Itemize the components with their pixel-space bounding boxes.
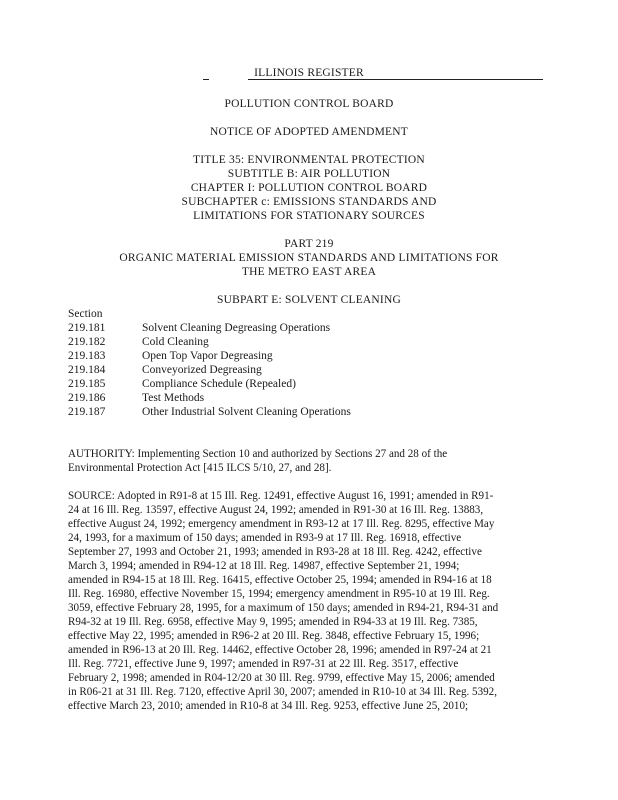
authority-line: AUTHORITY: Implementing Section 10 and authorized by Sections 27 and 28 of the xyxy=(68,448,448,460)
section-number: 219.183 xyxy=(68,350,106,362)
source-line: in R06-21 at 31 Ill. Reg. 7120, effective April 30, 2007; amended in R10-10 at 34 Ill. Reg. 5392, xyxy=(68,686,497,698)
source-line: effective March 23, 2010; amended in R10-8 at 34 Ill. Reg. 9253, effective June 25, 2010; xyxy=(68,700,469,712)
source-line: September 27, 1993 and October 21, 1993; amended in R93-28 at 18 Ill. Reg. 4242, effective xyxy=(68,546,482,558)
subchapter-heading-line-2: LIMITATIONS FOR STATIONARY SOURCES xyxy=(193,210,425,222)
chapter-heading: CHAPTER I: POLLUTION CONTROL BOARD xyxy=(190,182,428,194)
section-label: Section xyxy=(68,308,103,320)
section-title: Test Methods xyxy=(142,392,205,404)
header-rule xyxy=(248,79,543,80)
section-title: Compliance Schedule (Repealed) xyxy=(142,378,296,390)
section-number: 219.182 xyxy=(68,336,106,348)
source-line: effective August 24, 1992; emergency amendment in R93-12 at 17 Ill. Reg. 8295, effective May xyxy=(68,518,495,530)
source-line: Ill. Reg. 7721, effective June 9, 1997; amended in R97-31 at 22 Ill. Reg. 3517, effective xyxy=(68,658,459,670)
header-rule-left xyxy=(203,79,209,80)
source-line: February 2, 1998; amended in R04-12/20 at 30 Ill. Reg. 9799, effective May 15, 2006; amended xyxy=(68,672,495,684)
source-line: R94-32 at 19 Ill. Reg. 6958, effective May 9, 1995; amended in R94-33 at 19 Ill. Reg. 7385, xyxy=(68,616,478,628)
source-line: Ill. Reg. 16980, effective November 15, 1994; emergency amendment in R95-10 at 19 Ill. Reg. xyxy=(68,588,490,600)
part-name-line-2: THE METRO EAST AREA xyxy=(241,266,377,278)
source-line: March 3, 1994; amended in R94-12 at 18 Ill. Reg. 14987, effective September 21, 1994; xyxy=(68,560,460,572)
section-number: 219.186 xyxy=(68,392,106,404)
register-header: ILLINOIS REGISTER xyxy=(254,67,364,79)
source-line: SOURCE: Adopted in R91-8 at 15 Ill. Reg. 12491, effective August 16, 1991; amended in R91- xyxy=(68,490,494,502)
authority-line: Environmental Protection Act [415 ILCS 5/10, 27, and 28]. xyxy=(68,462,332,474)
source-line: amended in R96-13 at 20 Ill. Reg. 14462, effective October 28, 1996; amended in R97-24 at 21 xyxy=(68,644,492,656)
section-number: 219.187 xyxy=(68,406,106,418)
section-number: 219.185 xyxy=(68,378,106,390)
section-title: Open Top Vapor Degreasing xyxy=(142,350,273,362)
notice-title: NOTICE OF ADOPTED AMENDMENT xyxy=(209,126,409,138)
section-number: 219.184 xyxy=(68,364,106,376)
subpart-title: SUBPART E: SOLVENT CLEANING xyxy=(217,294,401,306)
source-line: effective May 22, 1995; amended in R96-2 at 20 Ill. Reg. 3848, effective February 15, 1996; xyxy=(68,630,480,642)
source-line: 3059, effective February 28, 1995, for a maximum of 150 days; amended in R94-21, R94-31 and xyxy=(68,602,499,614)
part-number: PART 219 xyxy=(284,238,334,250)
subtitle-heading: SUBTITLE B: AIR POLLUTION xyxy=(227,168,391,180)
title-heading: TITLE 35: ENVIRONMENTAL PROTECTION xyxy=(193,154,425,166)
part-name-line-1: ORGANIC MATERIAL EMISSION STANDARDS AND LIMITATIONS FOR xyxy=(119,252,499,264)
section-title: Solvent Cleaning Degreasing Operations xyxy=(142,322,331,334)
source-line: 24, 1993, for a maximum of 150 days; amended in R93-9 at 17 Ill. Reg. 16918, effective xyxy=(68,532,462,544)
section-title: Cold Cleaning xyxy=(142,336,209,348)
agency-title: POLLUTION CONTROL BOARD xyxy=(224,98,394,110)
section-number: 219.181 xyxy=(68,322,106,334)
subchapter-heading-line-1: SUBCHAPTER c: EMISSIONS STANDARDS AND xyxy=(181,196,437,208)
source-paragraph xyxy=(68,489,554,713)
authority-paragraph xyxy=(68,447,554,475)
source-line: amended in R94-15 at 18 Ill. Reg. 16415, effective October 25, 1994; amended in R94-16 at 18 xyxy=(68,574,492,586)
section-title: Conveyorized Degreasing xyxy=(142,364,262,376)
source-line: 24 at 16 Ill. Reg. 13597, effective August 24, 1992; amended in R91-30 at 16 Ill. Reg. 13883, xyxy=(68,504,484,516)
section-title: Other Industrial Solvent Cleaning Operations xyxy=(142,406,351,418)
